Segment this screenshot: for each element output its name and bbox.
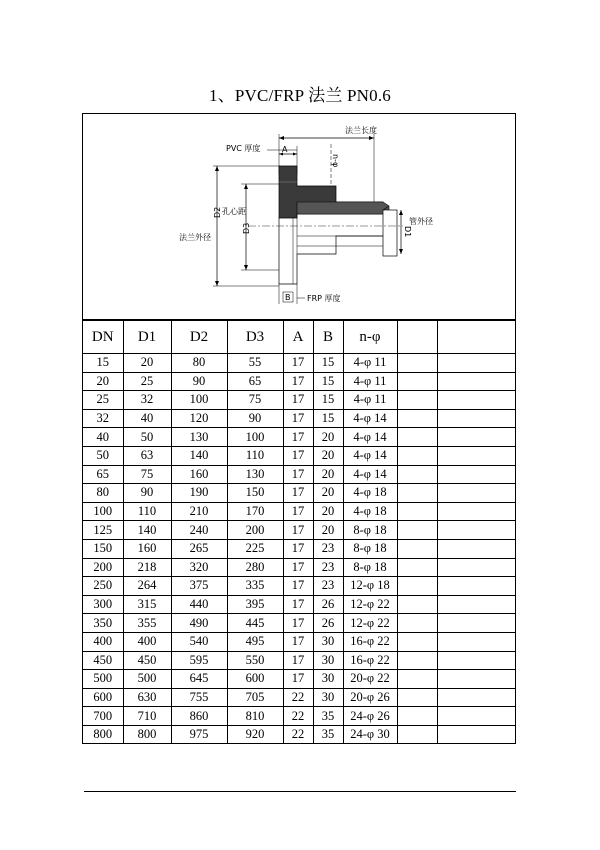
cell-d2: 265	[171, 539, 227, 558]
cell-d1: 218	[123, 558, 171, 577]
cell-blank-2	[437, 446, 515, 465]
d1-label: D1	[403, 226, 412, 238]
flange-od-label: 法兰外径	[179, 233, 211, 242]
cell-d2: 240	[171, 521, 227, 540]
cell-a: 22	[283, 725, 313, 743]
cell-d1: 160	[123, 539, 171, 558]
cell-blank-2	[437, 670, 515, 689]
col-header-d3: D3	[227, 321, 283, 354]
cell-d3: 65	[227, 372, 283, 391]
cell-b: 35	[313, 707, 343, 726]
cell-blank-2	[437, 577, 515, 596]
cell-dn: 65	[83, 465, 123, 484]
table-row	[83, 595, 515, 614]
cell-d1: 40	[123, 409, 171, 428]
table-row	[83, 707, 515, 726]
pipe-od-label: 管外径	[409, 217, 433, 226]
cell-blank-1	[397, 707, 437, 726]
cell-dn: 250	[83, 577, 123, 596]
cell-n-phi: 4-φ 14	[343, 428, 397, 447]
cell-blank-1	[397, 632, 437, 651]
cell-a: 17	[283, 614, 313, 633]
cell-dn: 15	[83, 354, 123, 373]
cell-blank-1	[397, 670, 437, 689]
cell-blank-1	[397, 502, 437, 521]
cell-b: 30	[313, 670, 343, 689]
cell-blank-2	[437, 707, 515, 726]
cell-a: 17	[283, 558, 313, 577]
cell-dn: 200	[83, 558, 123, 577]
cell-d1: 630	[123, 688, 171, 707]
cell-b: 23	[313, 558, 343, 577]
page-title: 1、PVC/FRP 法兰 PN0.6	[209, 86, 391, 105]
cell-d3: 395	[227, 595, 283, 614]
cell-dn: 32	[83, 409, 123, 428]
cell-blank-2	[437, 539, 515, 558]
cell-b: 20	[313, 465, 343, 484]
cell-b: 30	[313, 651, 343, 670]
table-row	[83, 558, 515, 577]
hole-center-label: 孔心距	[222, 207, 246, 216]
col-header-d1: D1	[123, 321, 171, 354]
cell-n-phi: 12-φ 18	[343, 577, 397, 596]
cell-dn: 125	[83, 521, 123, 540]
table-row	[83, 354, 515, 373]
table-row	[83, 577, 515, 596]
cell-a: 17	[283, 465, 313, 484]
cell-d3: 445	[227, 614, 283, 633]
cell-b: 20	[313, 502, 343, 521]
cell-d1: 355	[123, 614, 171, 633]
cell-dn: 400	[83, 632, 123, 651]
table-row	[83, 484, 515, 503]
cell-n-phi: 12-φ 22	[343, 595, 397, 614]
cell-d3: 170	[227, 502, 283, 521]
cell-d3: 705	[227, 688, 283, 707]
cell-blank-1	[397, 725, 437, 743]
flange-drawing	[83, 114, 515, 319]
cell-a: 17	[283, 632, 313, 651]
cell-d3: 225	[227, 539, 283, 558]
cell-d1: 500	[123, 670, 171, 689]
cell-blank-1	[397, 465, 437, 484]
cell-dn: 50	[83, 446, 123, 465]
cell-a: 17	[283, 539, 313, 558]
cell-n-phi: 12-φ 22	[343, 614, 397, 633]
cell-blank-2	[437, 409, 515, 428]
cell-n-phi: 4-φ 14	[343, 446, 397, 465]
col-header-b: B	[313, 321, 343, 354]
cell-d3: 920	[227, 725, 283, 743]
cell-d3: 495	[227, 632, 283, 651]
table-body	[83, 354, 515, 744]
spec-sheet	[82, 113, 516, 744]
cell-blank-1	[397, 595, 437, 614]
cell-blank-1	[397, 446, 437, 465]
cell-n-phi: 4-φ 11	[343, 372, 397, 391]
cell-blank-2	[437, 391, 515, 410]
table-row	[83, 428, 515, 447]
cell-b: 35	[313, 725, 343, 743]
cell-d3: 55	[227, 354, 283, 373]
cell-b: 20	[313, 484, 343, 503]
table-row	[83, 521, 515, 540]
table-row	[83, 614, 515, 633]
cell-a: 22	[283, 707, 313, 726]
cell-b: 30	[313, 632, 343, 651]
table-row	[83, 632, 515, 651]
cell-b: 15	[313, 391, 343, 410]
frp-thickness-label: FRP 厚度	[307, 294, 341, 303]
cell-d2: 490	[171, 614, 227, 633]
cell-a: 17	[283, 354, 313, 373]
cell-blank-2	[437, 688, 515, 707]
cell-d1: 90	[123, 484, 171, 503]
cell-dn: 300	[83, 595, 123, 614]
cell-d3: 130	[227, 465, 283, 484]
cell-d2: 440	[171, 595, 227, 614]
cell-d1: 20	[123, 354, 171, 373]
n-phi-label: n-φ	[331, 154, 340, 168]
table-row	[83, 391, 515, 410]
cell-d2: 140	[171, 446, 227, 465]
cell-d2: 375	[171, 577, 227, 596]
cell-blank-2	[437, 558, 515, 577]
cell-dn: 150	[83, 539, 123, 558]
cell-blank-1	[397, 372, 437, 391]
table-row	[83, 409, 515, 428]
cell-a: 17	[283, 502, 313, 521]
cell-blank-1	[397, 409, 437, 428]
cell-n-phi: 8-φ 18	[343, 558, 397, 577]
cell-d3: 335	[227, 577, 283, 596]
cell-a: 22	[283, 688, 313, 707]
col-header-dn: DN	[83, 321, 123, 354]
cell-blank-1	[397, 688, 437, 707]
table-row	[83, 670, 515, 689]
cell-b: 20	[313, 521, 343, 540]
cell-d3: 280	[227, 558, 283, 577]
cell-blank-2	[437, 465, 515, 484]
cell-a: 17	[283, 409, 313, 428]
cell-blank-2	[437, 428, 515, 447]
cell-d2: 320	[171, 558, 227, 577]
cell-dn: 500	[83, 670, 123, 689]
cell-d2: 100	[171, 391, 227, 410]
cell-a: 17	[283, 651, 313, 670]
cell-dn: 80	[83, 484, 123, 503]
cell-b: 15	[313, 372, 343, 391]
cell-n-phi: 8-φ 18	[343, 521, 397, 540]
pvc-thickness-label: PVC 厚度	[226, 144, 261, 153]
cell-blank-2	[437, 632, 515, 651]
cell-blank-2	[437, 595, 515, 614]
cell-blank-2	[437, 521, 515, 540]
table-row	[83, 372, 515, 391]
cell-d1: 25	[123, 372, 171, 391]
cell-b: 30	[313, 688, 343, 707]
cell-d1: 800	[123, 725, 171, 743]
table-header-row	[83, 321, 515, 354]
cell-a: 17	[283, 484, 313, 503]
cell-d1: 140	[123, 521, 171, 540]
cell-d2: 755	[171, 688, 227, 707]
col-header-blank-2	[437, 321, 515, 354]
cell-blank-2	[437, 502, 515, 521]
cell-d3: 75	[227, 391, 283, 410]
col-header-blank-1	[397, 321, 437, 354]
cell-d3: 600	[227, 670, 283, 689]
cell-blank-1	[397, 484, 437, 503]
cell-blank-2	[437, 651, 515, 670]
cell-blank-1	[397, 614, 437, 633]
d3-label: D3	[242, 222, 251, 234]
cell-blank-2	[437, 484, 515, 503]
cell-dn: 25	[83, 391, 123, 410]
cell-blank-2	[437, 614, 515, 633]
cell-d2: 190	[171, 484, 227, 503]
cell-blank-1	[397, 521, 437, 540]
cell-d2: 210	[171, 502, 227, 521]
cell-d1: 75	[123, 465, 171, 484]
cell-d2: 595	[171, 651, 227, 670]
cell-b: 23	[313, 539, 343, 558]
cell-d3: 550	[227, 651, 283, 670]
cell-d3: 150	[227, 484, 283, 503]
cell-b: 20	[313, 446, 343, 465]
cell-blank-1	[397, 391, 437, 410]
cell-b: 20	[313, 428, 343, 447]
cell-n-phi: 4-φ 11	[343, 391, 397, 410]
cell-n-phi: 24-φ 30	[343, 725, 397, 743]
cell-d3: 200	[227, 521, 283, 540]
cell-d3: 100	[227, 428, 283, 447]
cell-n-phi: 4-φ 18	[343, 502, 397, 521]
cell-blank-2	[437, 354, 515, 373]
flange-spec-table	[83, 320, 515, 743]
cell-a: 17	[283, 372, 313, 391]
cell-dn: 700	[83, 707, 123, 726]
cell-a: 17	[283, 446, 313, 465]
cell-a: 17	[283, 391, 313, 410]
flange-diagram	[83, 114, 515, 320]
cell-b: 26	[313, 595, 343, 614]
table-row	[83, 688, 515, 707]
cell-d2: 645	[171, 670, 227, 689]
cell-blank-1	[397, 558, 437, 577]
cell-d3: 810	[227, 707, 283, 726]
footer-divider	[84, 791, 516, 792]
cell-dn: 800	[83, 725, 123, 743]
cell-b: 26	[313, 614, 343, 633]
cell-blank-1	[397, 577, 437, 596]
cell-dn: 20	[83, 372, 123, 391]
table-row	[83, 651, 515, 670]
cell-dn: 100	[83, 502, 123, 521]
cell-d3: 110	[227, 446, 283, 465]
cell-n-phi: 4-φ 11	[343, 354, 397, 373]
d2-label: D2	[213, 206, 222, 218]
cell-a: 17	[283, 670, 313, 689]
cell-d2: 80	[171, 354, 227, 373]
cell-dn: 600	[83, 688, 123, 707]
table-row	[83, 446, 515, 465]
cell-b: 23	[313, 577, 343, 596]
cell-d1: 50	[123, 428, 171, 447]
cell-d2: 975	[171, 725, 227, 743]
cell-d1: 315	[123, 595, 171, 614]
cell-dn: 350	[83, 614, 123, 633]
cell-dn: 40	[83, 428, 123, 447]
cell-a: 17	[283, 521, 313, 540]
cell-dn: 450	[83, 651, 123, 670]
cell-n-phi: 4-φ 18	[343, 484, 397, 503]
cell-d2: 860	[171, 707, 227, 726]
cell-d2: 130	[171, 428, 227, 447]
table-row	[83, 502, 515, 521]
cell-a: 17	[283, 428, 313, 447]
cell-d2: 90	[171, 372, 227, 391]
col-header-d2: D2	[171, 321, 227, 354]
cell-a: 17	[283, 577, 313, 596]
cell-blank-2	[437, 372, 515, 391]
a-label: A	[282, 145, 288, 154]
flange-length-label: 法兰长度	[345, 126, 377, 135]
table-row	[83, 539, 515, 558]
table-row	[83, 465, 515, 484]
cell-d1: 400	[123, 632, 171, 651]
cell-d2: 160	[171, 465, 227, 484]
cell-blank-1	[397, 428, 437, 447]
cell-d1: 63	[123, 446, 171, 465]
cell-d2: 120	[171, 409, 227, 428]
cell-n-phi: 4-φ 14	[343, 409, 397, 428]
table-row	[83, 725, 515, 743]
cell-d1: 32	[123, 391, 171, 410]
b-label: B	[285, 293, 291, 302]
cell-b: 15	[313, 354, 343, 373]
cell-blank-1	[397, 354, 437, 373]
cell-b: 15	[313, 409, 343, 428]
cell-n-phi: 24-φ 26	[343, 707, 397, 726]
cell-d1: 110	[123, 502, 171, 521]
col-header-a: A	[283, 321, 313, 354]
cell-d1: 450	[123, 651, 171, 670]
cell-d2: 540	[171, 632, 227, 651]
cell-n-phi: 16-φ 22	[343, 632, 397, 651]
cell-n-phi: 4-φ 14	[343, 465, 397, 484]
cell-blank-1	[397, 651, 437, 670]
cell-n-phi: 20-φ 26	[343, 688, 397, 707]
cell-a: 17	[283, 595, 313, 614]
cell-blank-1	[397, 539, 437, 558]
cell-d3: 90	[227, 409, 283, 428]
col-header-n-phi: n-φ	[343, 321, 397, 354]
cell-d1: 710	[123, 707, 171, 726]
cell-n-phi: 20-φ 22	[343, 670, 397, 689]
cell-d1: 264	[123, 577, 171, 596]
cell-n-phi: 8-φ 18	[343, 539, 397, 558]
cell-n-phi: 16-φ 22	[343, 651, 397, 670]
cell-blank-2	[437, 725, 515, 743]
